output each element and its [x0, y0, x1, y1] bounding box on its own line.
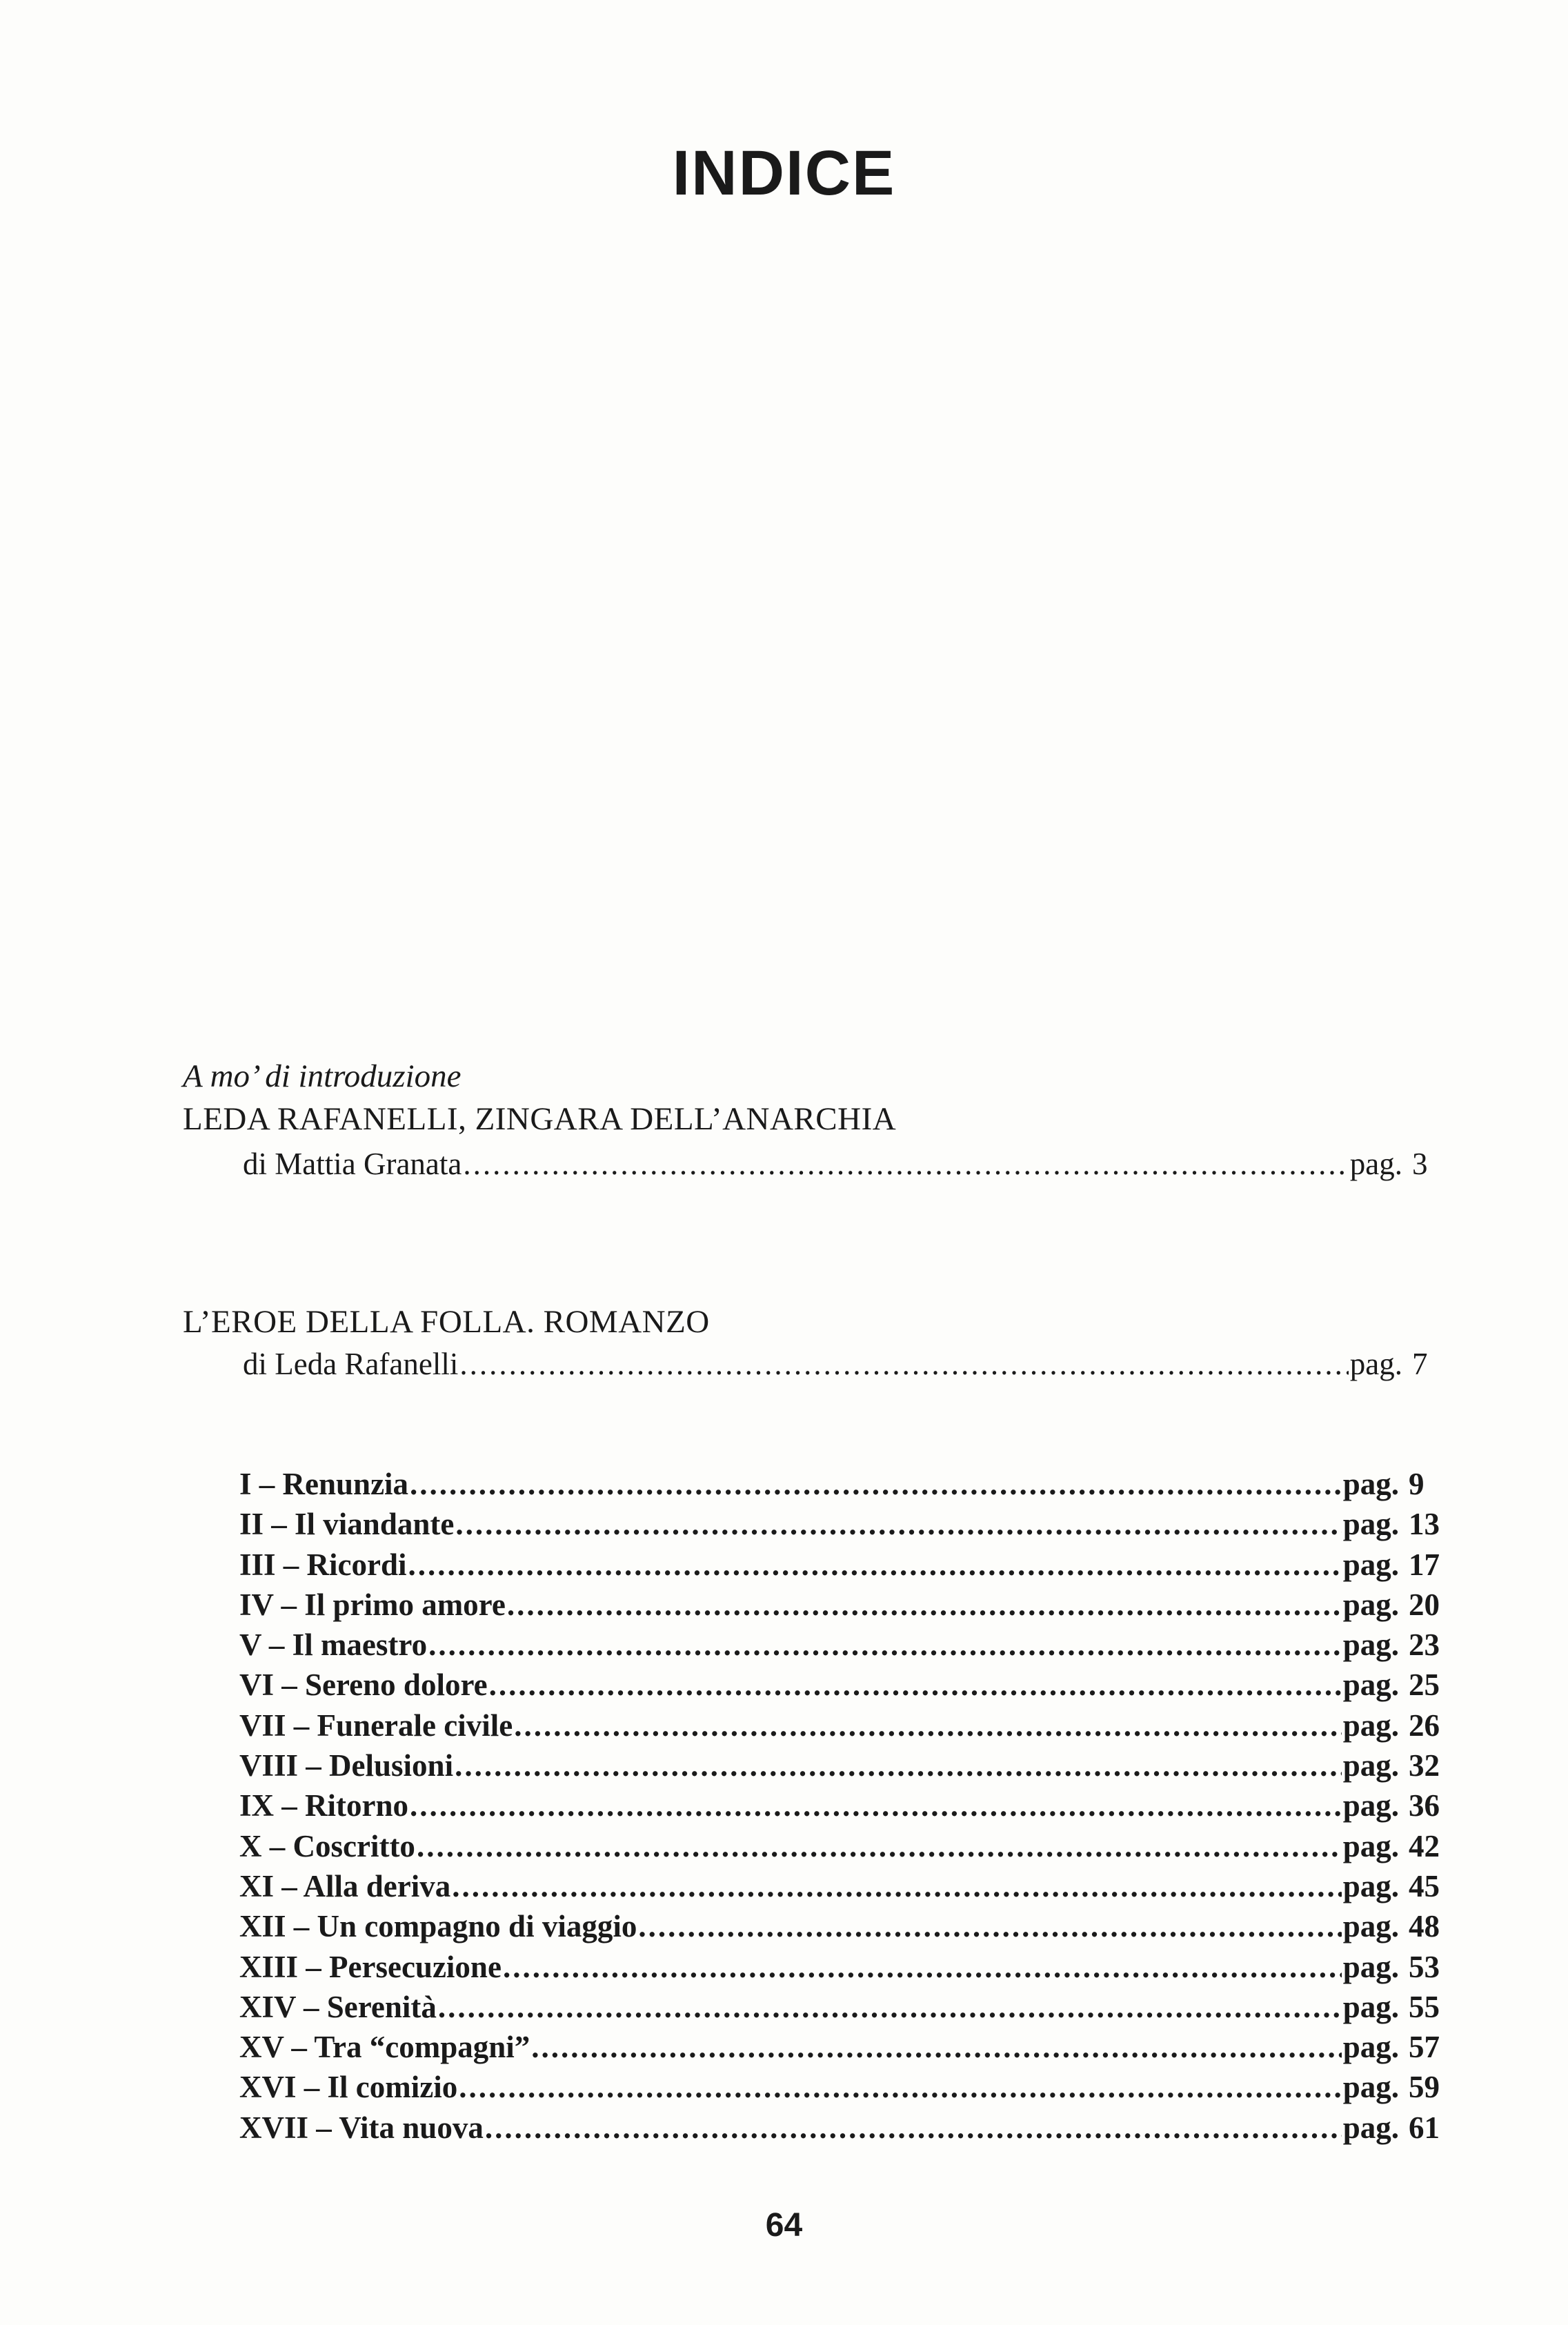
dot-leader: [503, 1948, 1342, 1986]
chapter-entry: [239, 1988, 1450, 2028]
dot-leader: [514, 1707, 1342, 1744]
chapter-entry: [239, 2068, 1450, 2108]
dot-leader: [459, 1345, 1348, 1383]
pag-label: pag.: [1349, 1147, 1402, 1181]
chapter-page: 23: [1409, 1628, 1440, 1663]
chapter-title: I – Renunzia: [239, 1467, 409, 1501]
chapter-page: 59: [1409, 2070, 1440, 2105]
pag-label: pag.: [1342, 1788, 1399, 1823]
dot-leader: [452, 1868, 1341, 1905]
chapter-page: 61: [1409, 2110, 1440, 2145]
dot-leader: [485, 2109, 1342, 2146]
pag-label: pag.: [1342, 1868, 1399, 1903]
pag-label: pag.: [1342, 2030, 1399, 2065]
chapter-page: 36: [1409, 1788, 1440, 1823]
page-title: INDICE: [672, 138, 896, 208]
chapter-entry: [239, 2028, 1450, 2068]
chapter-page: 53: [1409, 1949, 1440, 1984]
chapter-title: VI – Sereno dolore: [239, 1668, 488, 1703]
chapter-page: 20: [1409, 1587, 1440, 1622]
novel-author: di Leda Rafanelli: [243, 1347, 459, 1381]
chapter-title: IX – Ritorno: [239, 1788, 408, 1823]
dot-leader: [408, 1546, 1342, 1583]
pag-label: pag.: [1342, 1668, 1399, 1703]
pag-label: pag.: [1342, 1748, 1399, 1783]
chapter-title: IV – Il primo amore: [239, 1587, 506, 1622]
pag-label: pag.: [1342, 1467, 1399, 1501]
chapter-entry: [239, 1505, 1450, 1545]
chapter-title: XIII – Persecuzione: [239, 1949, 502, 1984]
chapter-page: 25: [1409, 1668, 1440, 1703]
dot-leader: [438, 1988, 1342, 2026]
introduction-heading: LEDA RAFANELLI, ZINGARA DELL’ANARCHIA: [183, 1101, 897, 1137]
novel-page: 7: [1412, 1347, 1428, 1381]
pag-label: pag.: [1342, 1708, 1399, 1743]
dot-leader: [459, 2068, 1342, 2106]
chapter-title: II – Il viandante: [239, 1507, 455, 1542]
dot-leader: [507, 1586, 1342, 1623]
chapter-entry: [239, 1868, 1450, 1908]
pag-label: pag.: [1342, 2110, 1399, 2145]
pag-label: pag.: [1342, 1587, 1399, 1622]
dot-leader: [417, 1828, 1342, 1865]
dot-leader: [455, 1505, 1341, 1543]
dot-leader: [455, 1747, 1342, 1784]
chapter-page: 9: [1409, 1467, 1425, 1501]
chapter-page: 26: [1409, 1708, 1440, 1743]
introduction-author: di Mattia Granata: [243, 1147, 462, 1181]
pag-label: pag.: [1342, 1507, 1399, 1542]
pag-label: pag.: [1342, 2070, 1399, 2105]
chapter-title: V – Il maestro: [239, 1628, 428, 1663]
chapter-title: XIV – Serenità: [239, 1989, 437, 2024]
chapter-page: 55: [1409, 1989, 1440, 2024]
chapter-title: XVII – Vita nuova: [239, 2110, 484, 2145]
chapter-page: 48: [1409, 1909, 1440, 1944]
chapter-page: 13: [1409, 1507, 1440, 1542]
chapter-page: 42: [1409, 1828, 1440, 1863]
chapter-title: XV – Tra “compagni”: [239, 2030, 530, 2065]
chapter-entry: [239, 1948, 1450, 1988]
chapter-title: III – Ricordi: [239, 1547, 407, 1582]
introduction-label: A mo’ di introduzione: [183, 1058, 462, 1094]
introduction-entry: [243, 1145, 1453, 1183]
chapter-entry: [239, 1666, 1450, 1706]
chapter-list: [239, 1465, 1450, 2149]
dot-leader: [428, 1626, 1342, 1663]
pag-label: pag.: [1342, 1547, 1399, 1582]
chapter-entry: [239, 1626, 1450, 1666]
chapter-title: XVI – Il comizio: [239, 2070, 458, 2105]
chapter-page: 57: [1409, 2030, 1440, 2065]
dot-leader: [410, 1465, 1342, 1503]
chapter-entry: [239, 1586, 1450, 1626]
novel-entry: [243, 1345, 1453, 1383]
pag-label: pag.: [1342, 1828, 1399, 1863]
chapter-entry: [239, 1465, 1450, 1505]
page-number: 64: [765, 2207, 803, 2244]
chapter-page: 17: [1409, 1547, 1440, 1582]
introduction-page: 3: [1412, 1147, 1428, 1181]
chapter-title: VIII – Delusioni: [239, 1748, 454, 1783]
chapter-title: XII – Un compagno di viaggio: [239, 1909, 637, 1944]
dot-leader: [638, 1908, 1341, 1945]
chapter-entry: [239, 1828, 1450, 1868]
chapter-page: 45: [1409, 1868, 1440, 1903]
chapter-page: 32: [1409, 1748, 1440, 1783]
chapter-entry: [239, 1787, 1450, 1827]
chapter-title: VII – Funerale civile: [239, 1708, 513, 1743]
chapter-title: X – Coscritto: [239, 1828, 415, 1863]
dot-leader: [489, 1666, 1342, 1703]
pag-label: pag.: [1342, 1628, 1399, 1663]
novel-heading: L’EROE DELLA FOLLA. ROMANZO: [183, 1304, 710, 1340]
pag-label: pag.: [1342, 1909, 1399, 1944]
chapter-title: XI – Alla deriva: [239, 1868, 451, 1903]
chapter-entry: [239, 1546, 1450, 1586]
dot-leader: [410, 1787, 1342, 1824]
dot-leader: [463, 1145, 1348, 1183]
pag-label: pag.: [1342, 1949, 1399, 1984]
chapter-entry: [239, 1908, 1450, 1948]
dot-leader: [531, 2028, 1341, 2066]
chapter-entry: [239, 1707, 1450, 1747]
pag-label: pag.: [1349, 1347, 1402, 1381]
pag-label: pag.: [1342, 1989, 1399, 2024]
chapter-entry: [239, 1747, 1450, 1787]
chapter-entry: [239, 2109, 1450, 2149]
